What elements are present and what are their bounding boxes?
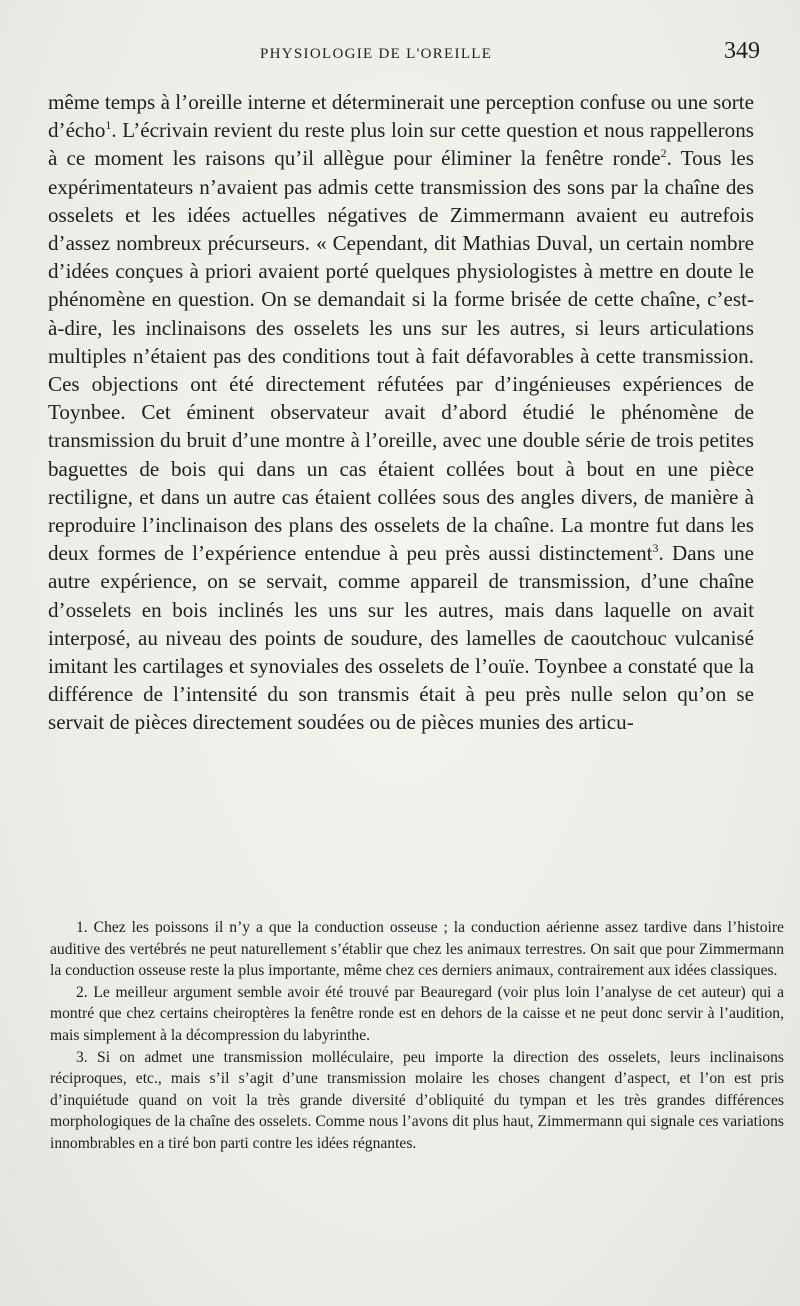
body-text-part-1: même temps à l’oreille interne et déterminerait une perception confuse ou une sorte d’écho	[48, 90, 754, 143]
running-title: PHYSIOLOGIE DE L'OREILLE	[260, 46, 493, 62]
footnote-text: Chez les poissons il n’y a que la conduction osseuse ; la conduction aérienne assez tardive dans l’histoire auditive des vertébrés ne peut naturellement s’établir que chez les animaux terrestres. On sait que pour Zimmermann la conduction osseuse reste la plus importante, même chez ces derniers animaux, contrairement aux idées classiques.	[50, 919, 784, 980]
footnote-2	[50, 982, 784, 1047]
footnote-number: 1.	[76, 919, 88, 936]
footnote-ref-3: 3	[652, 541, 659, 556]
footnote-ref-2: 2	[660, 146, 667, 161]
page-number: 349	[724, 38, 760, 64]
page-header	[48, 38, 760, 70]
body-text-part-3: . Tous les expérimentateurs n’avaient pas admis cette transmission des sons par la chaîne des osselets et les idées actuelles négatives de Zimmermann avaient eu autrefois d’assez nombreux précurseurs. « Cependant, dit Mathias Duval, un certain nombre d’idées conçues à priori avaient porté quelques physiologistes à mettre en doute le phénomène en question. On se demandait si la forme brisée de cette chaîne, c’est-à-dire, les inclinaisons des osselets les uns sur les autres, si leurs articulations multiples n’étaient pas des conditions tout à fait défavorables à cette transmission. Ces objections ont été directement réfutées par d’ingénieuses expériences de Toynbee. Cet éminent observateur avait d’abord étudié le phénomène de transmission du bruit d’une montre à l’oreille, avec une double série de trois petites baguettes de bois qui dans un cas étaient collées bout à bout en une pièce rectiligne, et dans un autre cas étaient collées sous des angles divers, de manière à reproduire l’inclinaison des plans des osselets de la chaîne. La montre fut dans les deux formes de l’expérience entendue à peu près aussi distinctement	[48, 146, 754, 566]
body-text-part-4: . Dans une autre expérience, on se servait, comme appareil de transmission, d’une chaîne d’osselets en bois inclinés les uns sur les autres, mais dans laquelle on avait interposé, au niveau des points de soudure, des lamelles de caoutchouc vulcanisé imitant les cartilages et synoviales des osselets de l’ouïe. Toynbee a constaté que la différence de l’intensité du son transmis était à peu près nulle selon qu’on se servait de pièces directement soudées ou de pièces munies des articu-	[48, 541, 754, 735]
body-text-part-2: . L’écrivain revient du reste plus loin sur cette question et nous rappellerons à ce moment les raisons qu’il allègue pour éliminer la fenêtre ronde	[48, 118, 754, 171]
body-paragraph	[48, 88, 754, 737]
footnote-1	[50, 917, 784, 982]
footnote-3	[50, 1047, 784, 1155]
footnote-number: 3.	[76, 1048, 88, 1066]
footnote-text: Le meilleur argument semble avoir été trouvé par Beauregard (voir plus loin l’analyse de cet auteur) qui a montré que chez certains cheiroptères la fenêtre ronde est en dehors de la caisse et ne peut donc servir à l’audition, mais simplement à la décompression du labyrinthe.	[50, 983, 784, 1044]
footnotes	[50, 917, 784, 1155]
footnote-number: 2.	[76, 983, 88, 1001]
main-text	[48, 88, 754, 737]
footnote-text: Si on admet une transmission molléculaire, peu importe la direction des osselets, leurs inclinaisons réciproques, etc., mais s’il s’agit d’une transmission molaire les choses changent d’aspect, et l’on est pris d’inquiétude quand on voit la très grande diversité d’obliquité du tympan et les très grandes différences morphologiques de la chaîne des osselets. Comme nous l’avons dit plus haut, Zimmermann qui signale ces variations innombrables en a tiré bon parti contre les idées régnantes.	[50, 1048, 784, 1152]
footnote-ref-1: 1	[105, 118, 112, 133]
